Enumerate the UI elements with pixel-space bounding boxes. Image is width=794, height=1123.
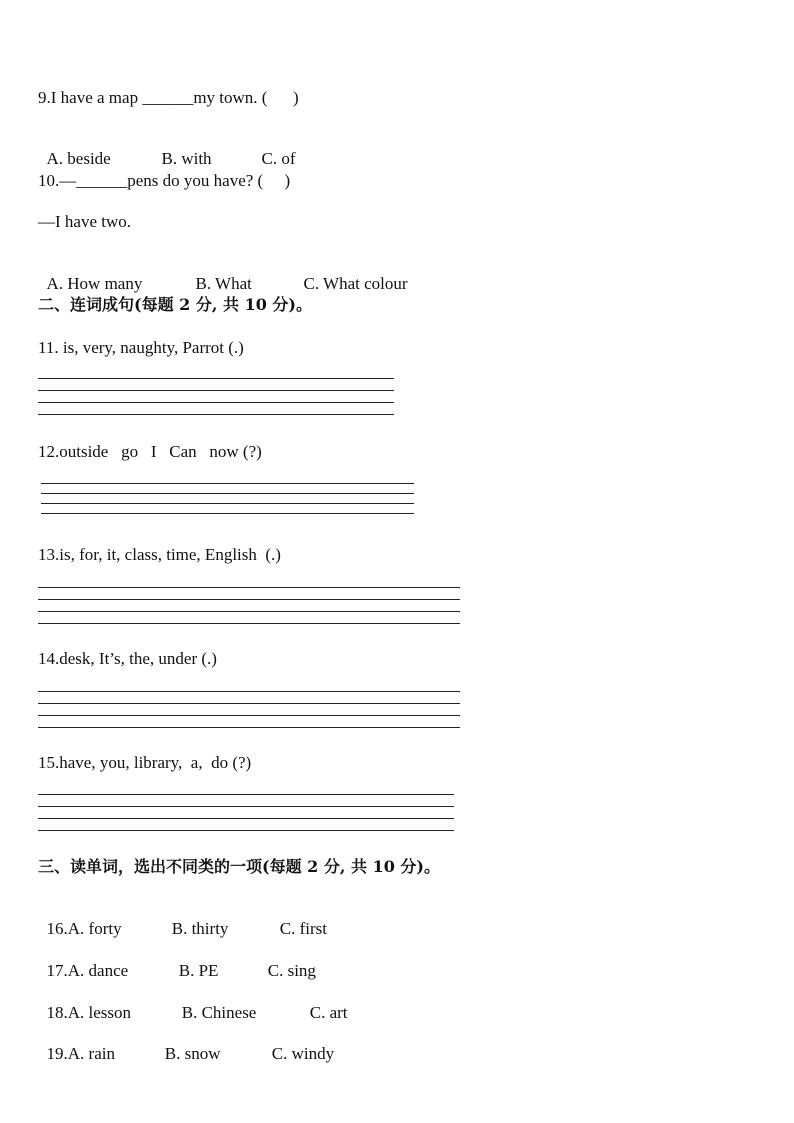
question-17 (38, 941, 316, 981)
question-14-stem: 14.desk, It’s, the, under (.) (38, 649, 217, 668)
option-c: C. sing (267, 961, 316, 980)
answer-lines-14 (38, 691, 460, 739)
question-18 (38, 983, 348, 1023)
question-16 (38, 899, 327, 939)
question-10-options (38, 254, 408, 294)
option-b: B. Chinese (181, 1003, 257, 1022)
option-a: A. How many (46, 274, 143, 293)
option-c: C. first (279, 919, 327, 938)
question-10-reply: —I have two. (38, 212, 132, 231)
question-9-stem: 9.I have a map ______my town. ( ) (38, 88, 299, 107)
option-a: A. rain (67, 1044, 115, 1063)
section-2-heading: 二、连词成句(每题 2 分, 共 10 分)。 (38, 295, 312, 314)
question-9-options (38, 129, 296, 169)
option-b: B. thirty (171, 919, 229, 938)
question-10-stem: 10.—______pens do you have? ( ) (38, 171, 291, 190)
question-13-stem: 13.is, for, it, class, time, English (.) (38, 545, 281, 564)
question-number: 18. (46, 1003, 68, 1022)
answer-lines-15 (38, 794, 454, 842)
option-a: A. dance (67, 961, 129, 980)
question-number: 16. (46, 919, 68, 938)
option-b: B. with (161, 149, 212, 168)
option-b: B. snow (164, 1044, 221, 1063)
answer-lines-12 (41, 483, 414, 525)
question-11-stem: 11. is, very, naughty, Parrot (.) (38, 338, 244, 357)
question-19 (38, 1024, 334, 1064)
option-c: C. art (309, 1003, 348, 1022)
option-a: A. beside (46, 149, 111, 168)
option-b: B. PE (178, 961, 219, 980)
question-12-stem: 12.outside go I Can now (?) (38, 442, 262, 461)
option-c: C. What colour (303, 274, 408, 293)
option-c: C. of (261, 149, 296, 168)
question-number: 19. (46, 1044, 68, 1063)
option-b: B. What (195, 274, 252, 293)
answer-lines-13 (38, 587, 460, 635)
answer-lines-11 (38, 378, 394, 426)
option-a: A. forty (67, 919, 122, 938)
option-a: A. lesson (67, 1003, 132, 1022)
section-3-heading: 三、读单词，选出不同类的一项(每题 2 分, 共 10 分)。 (38, 857, 440, 876)
question-15-stem: 15.have, you, library, a, do (?) (38, 753, 252, 772)
question-number: 17. (46, 961, 68, 980)
option-c: C. windy (271, 1044, 335, 1063)
